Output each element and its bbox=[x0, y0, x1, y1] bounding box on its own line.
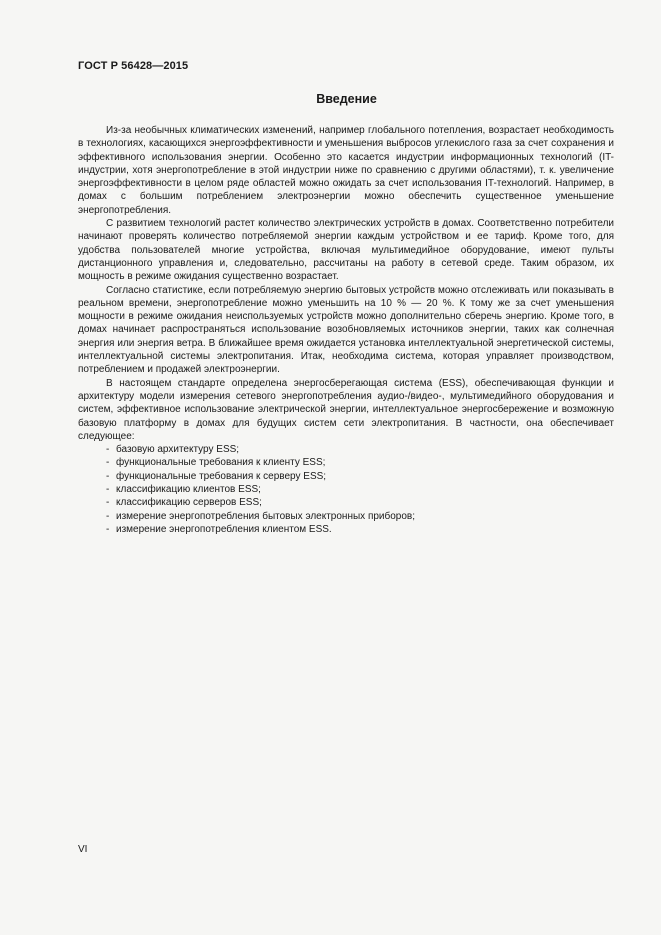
document-body bbox=[78, 124, 614, 536]
list-item bbox=[78, 456, 614, 469]
list-item bbox=[78, 510, 614, 523]
document-header: ГОСТ Р 56428—2015 bbox=[78, 60, 189, 72]
list-item bbox=[78, 483, 614, 496]
list-item bbox=[78, 470, 614, 483]
dash-bullet: - bbox=[106, 497, 110, 509]
paragraph: Из-за необычных климатических изменений, например глобального потепления, возрастает необходимость в технологиях, касающихся энергоэффективности и уменьшения выбросов углекислого газа за счет сохранения и эффективного использования энергии. Особенно это касается индустрии информационных технологий (IT-индустрии, хотя энергопотребление в этой индустрии ниже по сравнению с другими областями), т. к. увеличение энергоэффективности в целом ряде областей можно ожидать за счет использования IT-технологий. Например, в домах с большим потреблением электроэнергии можно обеспечить существенное уменьшение энергопотребления. bbox=[78, 125, 614, 216]
dash-bullet: - bbox=[106, 457, 110, 469]
paragraph: В настоящем стандарте определена энергосберегающая система (ESS), обеспечивающая функции и архитектуру модели измерения сетевого энергопотребления аудио-/видео-, мультимедийного оборудования и систем, эффективное использование электрической энергии, интеллектуальное энергосбережение и возможную базовую платформу в домах для будущих систем сети электропитания. В частности, она обеспечивает следующее: bbox=[78, 377, 614, 442]
page-number: VI bbox=[78, 844, 88, 855]
list-item bbox=[78, 496, 614, 509]
list-item-text: классификацию серверов ESS; bbox=[116, 497, 262, 509]
list-item-text: измерение энергопотребления бытовых электронных приборов; bbox=[116, 510, 416, 522]
section-title: Введение bbox=[316, 92, 377, 106]
dash-bullet: - bbox=[106, 444, 110, 456]
list-item-text: базовую архитектуру ESS; bbox=[116, 444, 240, 456]
list-item bbox=[78, 443, 614, 456]
list-item bbox=[78, 523, 614, 536]
dash-bullet: - bbox=[106, 470, 110, 482]
paragraph: С развитием технологий растет количество электрических устройств в домах. Соответственно потребители начинают проверять количество потребляемой энергии каждым устройством и ее тариф. Кроме того, для удобства пользователей многие устройства, включая мультимедийное оборудование, имеют пульты дистанционного управления и, следовательно, рассчитаны на работу в сетевой среде. Таким образом, их мощность в режиме ожидания существенно возрастает. bbox=[78, 218, 614, 283]
dash-bullet: - bbox=[106, 523, 110, 535]
requirements-list bbox=[78, 443, 614, 536]
dash-bullet: - bbox=[106, 484, 110, 496]
dash-bullet: - bbox=[106, 510, 110, 522]
list-item-text: измерение энергопотребления клиентом ESS. bbox=[116, 523, 332, 535]
list-item-text: функциональные требования к клиенту ESS; bbox=[116, 457, 326, 469]
list-item-text: функциональные требования к серверу ESS; bbox=[116, 470, 327, 482]
list-item-text: классификацию клиентов ESS; bbox=[116, 484, 261, 496]
paragraph: Согласно статистике, если потребляемую энергию бытовых устройств можно отслеживать или показывать в реальном времени, энергопотребление можно уменьшить на 10 % — 20 %. К тому же за счет уменьшения мощности в режиме ожидания неиспользуемых устройств можно дополнительно сберечь энергию. Кроме того, в домах начинает распространяться использование возобновляемых источников энергии, таких как солнечная энергия или энергия ветра. В ближайшее время ожидается установка интеллектуальной энергетической системы, интеллектуальной системы электропитания. Итак, необходима система, которая управляет производством, потреблением и продажей электроэнергии. bbox=[78, 284, 614, 376]
